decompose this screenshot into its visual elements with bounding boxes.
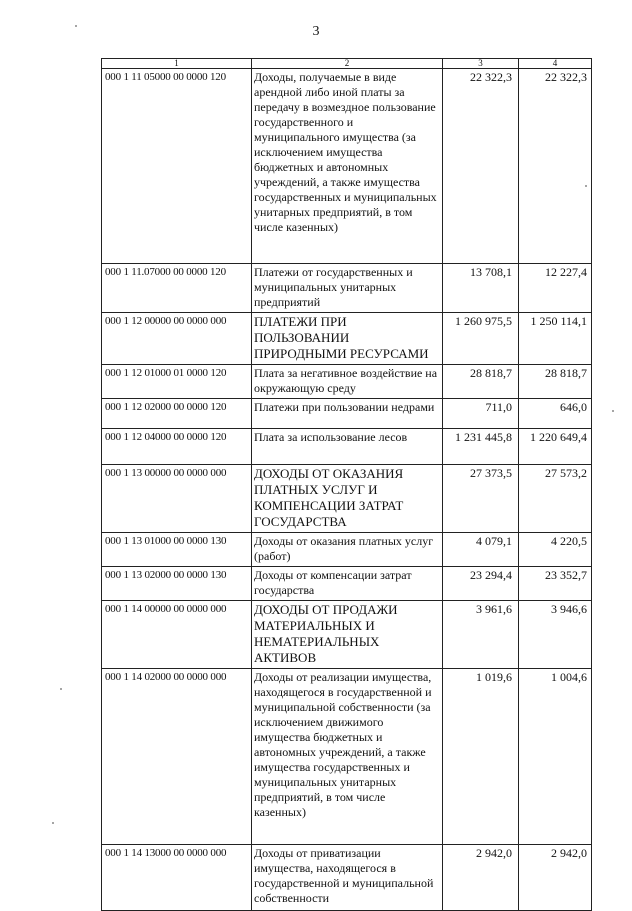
value-col-3: 27 373,5 (443, 465, 519, 533)
value-col-4: 646,0 (519, 399, 592, 429)
revenue-name: ДОХОДЫ ОТ ОКАЗАНИЯ ПЛАТНЫХ УСЛУГ И КОМПЕНСАЦИИ ЗАТРАТ ГОСУДАРСТВА (252, 465, 443, 533)
value-col-3: 23 294,4 (443, 567, 519, 601)
revenue-name: Плата за использование лесов (252, 429, 443, 465)
revenue-name: ДОХОДЫ ОТ ПРОДАЖИ МАТЕРИАЛЬНЫХ И НЕМАТЕРИАЛЬНЫХ АКТИВОВ (252, 601, 443, 669)
scan-speck (585, 185, 587, 187)
revenue-name: Платежи от государственных и муниципальных унитарных предприятий (252, 264, 443, 313)
budget-code: 000 1 14 02000 00 0000 000 (102, 669, 252, 845)
value-col-3: 13 708,1 (443, 264, 519, 313)
value-col-4: 3 946,6 (519, 601, 592, 669)
value-col-3: 711,0 (443, 399, 519, 429)
value-col-4: 28 818,7 (519, 365, 592, 399)
revenue-name: Доходы от реализации имущества, находящегося в государственной и муниципальной собственности (за исключением движимого имущества бюджетных и автономных учреждений, а также имущества государственных и муниципальных унитарных предприятий, в том числе казенных) (252, 669, 443, 845)
value-col-3: 1 019,6 (443, 669, 519, 845)
budget-code: 000 1 11 05000 00 0000 120 (102, 69, 252, 264)
table-row (102, 669, 592, 845)
table-row (102, 365, 592, 399)
value-col-3: 28 818,7 (443, 365, 519, 399)
scan-speck (52, 822, 54, 824)
header-col-2: 2 (252, 59, 443, 69)
scan-speck (75, 25, 77, 27)
budget-code: 000 1 11.07000 00 0000 120 (102, 264, 252, 313)
table-row (102, 533, 592, 567)
header-col-3: 3 (443, 59, 519, 69)
value-col-3: 3 961,6 (443, 601, 519, 669)
budget-code: 000 1 13 02000 00 0000 130 (102, 567, 252, 601)
page-number: 3 (312, 24, 320, 39)
table-row (102, 567, 592, 601)
scan-speck (60, 688, 62, 690)
revenue-name: Доходы от компенсации затрат государства (252, 567, 443, 601)
value-col-4: 2 942,0 (519, 845, 592, 911)
value-col-3: 1 260 975,5 (443, 313, 519, 365)
budget-code: 000 1 14 13000 00 0000 000 (102, 845, 252, 911)
revenue-name: Плата за негативное воздействие на окружающую среду (252, 365, 443, 399)
table-row (102, 69, 592, 264)
table-row (102, 465, 592, 533)
header-col-1: 1 (102, 59, 252, 69)
value-col-3: 22 322,3 (443, 69, 519, 264)
budget-code: 000 1 12 02000 00 0000 120 (102, 399, 252, 429)
table-row (102, 399, 592, 429)
budget-code: 000 1 12 00000 00 0000 000 (102, 313, 252, 365)
value-col-3: 2 942,0 (443, 845, 519, 911)
value-col-4: 12 227,4 (519, 264, 592, 313)
table-row (102, 313, 592, 365)
value-col-4: 1 004,6 (519, 669, 592, 845)
budget-code: 000 1 13 01000 00 0000 130 (102, 533, 252, 567)
revenue-name: ПЛАТЕЖИ ПРИ ПОЛЬЗОВАНИИ ПРИРОДНЫМИ РЕСУРСАМИ (252, 313, 443, 365)
value-col-4: 27 573,2 (519, 465, 592, 533)
value-col-4: 22 322,3 (519, 69, 592, 264)
table-row (102, 429, 592, 465)
budget-code: 000 1 13 00000 00 0000 000 (102, 465, 252, 533)
revenue-name: Доходы от приватизации имущества, находящегося в государственной и муниципальной собственности (252, 845, 443, 911)
table-row (102, 601, 592, 669)
value-col-4: 1 220 649,4 (519, 429, 592, 465)
scan-speck (612, 410, 614, 412)
revenue-name: Доходы, получаемые в виде арендной либо иной платы за передачу в возмездное пользование государственного и муниципального имущества (за исключением имущества бюджетных и автономных учреждений, а также имущества государственных и муниципальных унитарных предприятий, в том числе казенных) (252, 69, 443, 264)
budget-code: 000 1 12 04000 00 0000 120 (102, 429, 252, 465)
table-row (102, 264, 592, 313)
value-col-4: 4 220,5 (519, 533, 592, 567)
column-number-header (102, 59, 592, 69)
value-col-3: 1 231 445,8 (443, 429, 519, 465)
budget-code: 000 1 14 00000 00 0000 000 (102, 601, 252, 669)
revenue-name: Платежи при пользовании недрами (252, 399, 443, 429)
revenue-name: Доходы от оказания платных услуг (работ) (252, 533, 443, 567)
revenue-table (101, 58, 592, 911)
budget-code: 000 1 12 01000 01 0000 120 (102, 365, 252, 399)
value-col-4: 23 352,7 (519, 567, 592, 601)
value-col-3: 4 079,1 (443, 533, 519, 567)
header-col-4: 4 (519, 59, 592, 69)
table-row (102, 845, 592, 911)
value-col-4: 1 250 114,1 (519, 313, 592, 365)
